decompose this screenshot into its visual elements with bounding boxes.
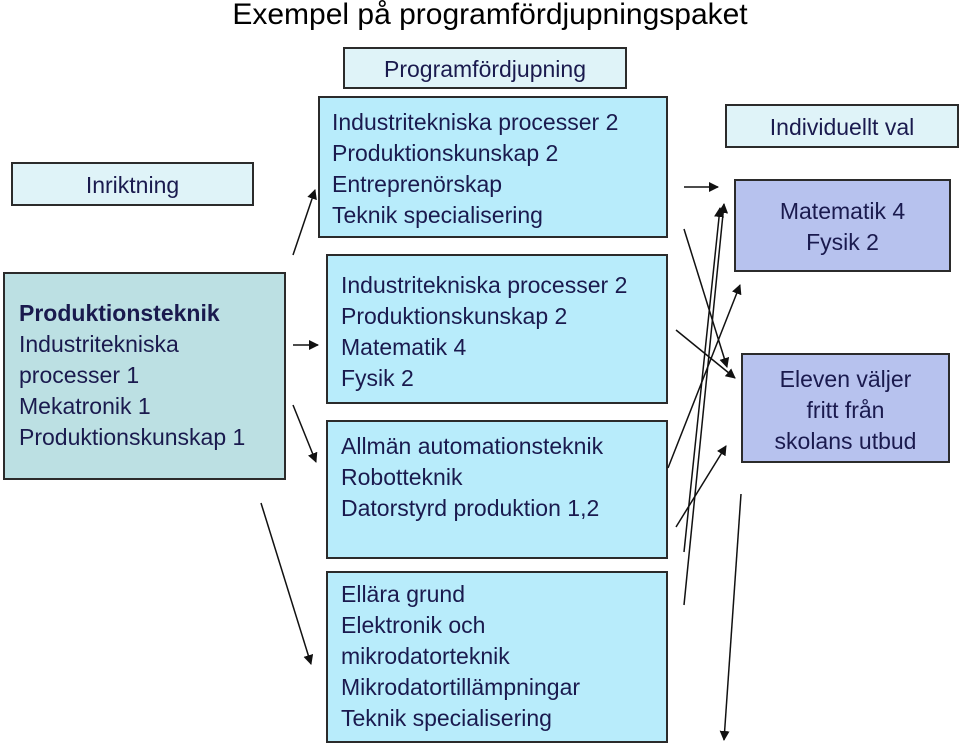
- package-4-line: Teknik specialisering: [341, 705, 552, 731]
- package-3-line: Allmän automationsteknik: [341, 433, 604, 459]
- inriktning-line: Produktionskunskap 1: [19, 424, 246, 450]
- inriktning-line: processer 1: [19, 362, 140, 388]
- inriktning-heading: Produktionsteknik: [19, 300, 220, 326]
- arrow-to-individual-1: [684, 204, 724, 605]
- package-2-line: Matematik 4: [341, 334, 467, 360]
- package-2-line: Industritekniska processer 2: [341, 272, 628, 298]
- package-3-line: Datorstyrd produktion 1,2: [341, 495, 600, 521]
- package-1-line: Industritekniska processer 2: [332, 109, 619, 135]
- individual-1-line: Fysik 2: [806, 229, 879, 255]
- individual-1-line: Matematik 4: [779, 198, 906, 224]
- programfordjupning-label: Programfördjupning: [383, 56, 586, 82]
- package-1-line: Teknik specialisering: [332, 202, 543, 228]
- arrow-to-package-3: [293, 405, 316, 462]
- arrow-to-individual-2: [668, 285, 740, 468]
- inriktning-line: Industritekniska: [19, 331, 179, 357]
- inriktning-label: Inriktning: [85, 172, 180, 198]
- package-3-line: Robotteknik: [341, 464, 463, 490]
- package-2-line: Fysik 2: [341, 365, 414, 391]
- arrow-to-package-4: [261, 503, 311, 664]
- arrow-to-individual-2: [676, 446, 726, 527]
- package-2-line: Produktionskunskap 2: [341, 303, 568, 329]
- package-1-line: Produktionskunskap 2: [332, 140, 559, 166]
- individual-2-line: Eleven väljer: [779, 366, 912, 392]
- package-4-line: Mikrodatortillämpningar: [341, 674, 581, 700]
- package-4-line: Ellära grund: [341, 581, 466, 607]
- individuellt-val-label: Individuellt val: [769, 114, 915, 140]
- arrow-to-individual-2: [724, 494, 741, 740]
- package-4-line: Elektronik och: [341, 612, 486, 638]
- page-title: Exempel på programfördjupningspaket: [232, 0, 748, 31]
- package-1-line: Entreprenörskap: [332, 171, 503, 197]
- individual-2-line: skolans utbud: [774, 428, 917, 454]
- individual-2-line: fritt från: [806, 397, 885, 423]
- arrow-to-package-1: [293, 190, 315, 255]
- inriktning-line: Mekatronik 1: [19, 393, 151, 419]
- package-4-line: mikrodatorteknik: [341, 643, 510, 669]
